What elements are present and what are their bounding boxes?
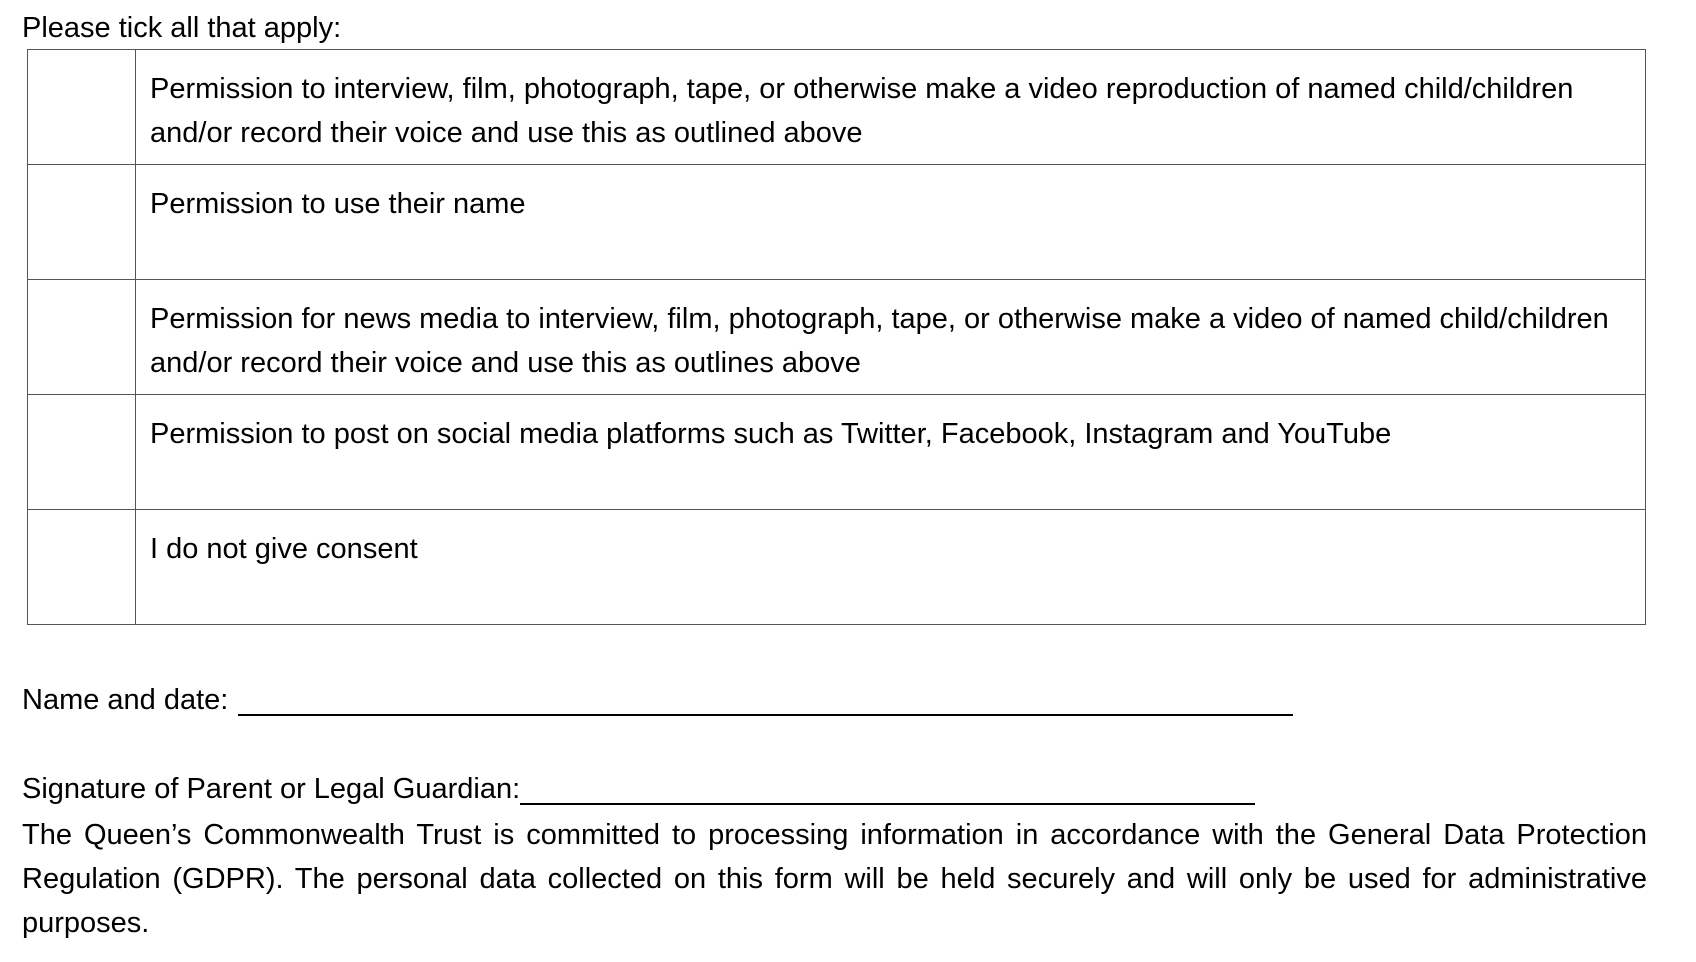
consent-option-row [28,280,1646,395]
tick-cell-news-media[interactable] [28,280,136,395]
option-label-video-reproduction: Permission to interview, film, photograph, tape, or otherwise make a video reproduction of named child/children and/or record their voice and use this as outlined above [136,50,1646,165]
signature-input-line[interactable] [520,773,1255,805]
tick-cell-video-reproduction[interactable] [28,50,136,165]
consent-option-row [28,510,1646,625]
consent-option-row [28,165,1646,280]
name-date-label: Name and date: [22,684,229,716]
option-label-no-consent: I do not give consent [136,510,1646,625]
checkbox-video-reproduction[interactable] [28,50,135,164]
gdpr-notice: The Queen’s Commonwealth Trust is committed to processing information in accordance with the General Data Protection Regulation (GDPR). The personal data collected on this form will be held securely and will only be used for administrative purposes. [22,819,1647,939]
option-label-use-name: Permission to use their name [136,165,1646,280]
option-label-news-media: Permission for news media to interview, film, photograph, tape, or otherwise make a video of named child/children and/or record their voice and use this as outlines above [136,280,1646,395]
name-date-input-line[interactable] [238,684,1293,716]
option-label-social-media: Permission to post on social media platforms such as Twitter, Facebook, Instagram and YouTube [136,395,1646,510]
checkbox-use-name[interactable] [28,165,135,279]
tick-cell-no-consent[interactable] [28,510,136,625]
consent-options-table [27,49,1646,625]
signature-field [22,769,1255,809]
checkbox-news-media[interactable] [28,280,135,394]
name-date-field [22,680,1293,720]
checkbox-social-media[interactable] [28,395,135,509]
tick-cell-social-media[interactable] [28,395,136,510]
checkbox-no-consent[interactable] [28,510,135,624]
tick-instruction: Please tick all that apply: [22,12,342,44]
signature-label: Signature of Parent or Legal Guardian: [22,773,521,805]
tick-cell-use-name[interactable] [28,165,136,280]
consent-option-row [28,50,1646,165]
consent-option-row [28,395,1646,510]
